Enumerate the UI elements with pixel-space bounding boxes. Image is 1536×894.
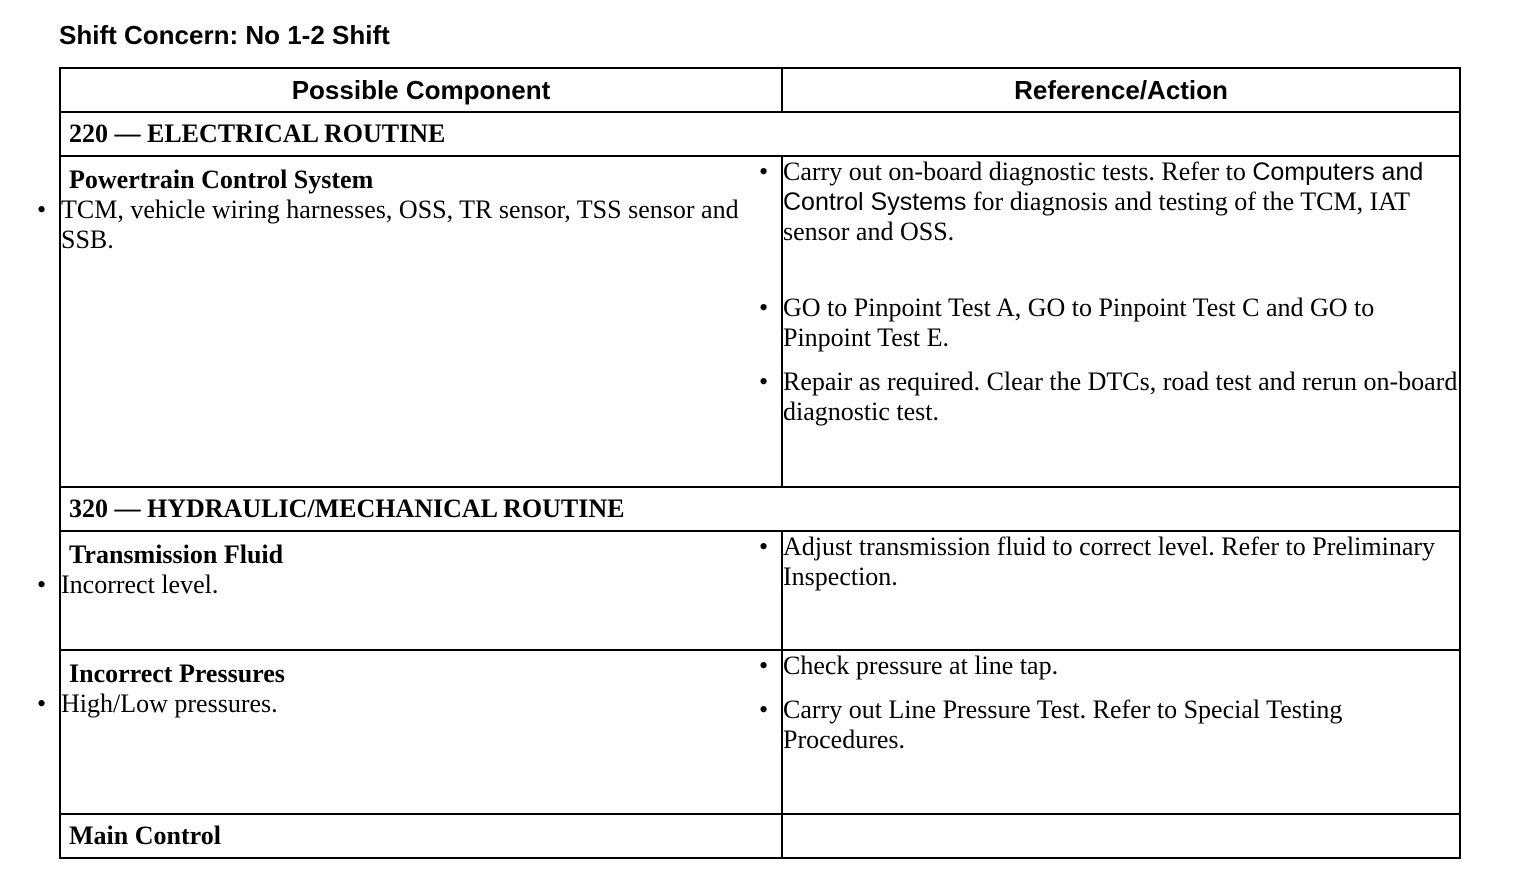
component-name: Powertrain Control System (69, 165, 374, 194)
table-row (60, 650, 1460, 814)
list-item: • TCM, vehicle wiring harnesses, OSS, TR sensor, TSS sensor and SSB. (61, 195, 781, 255)
action-text: for diagnosis and testing of the TCM, IAT sensor and OSS. (783, 187, 1410, 246)
component-name: Incorrect Pressures (69, 659, 285, 688)
list-item: • Carry out Line Pressure Test. Refer to Special Testing Procedures. (783, 695, 1459, 755)
action-cell (782, 156, 1460, 487)
component-name: Main Control (69, 821, 221, 850)
routine-220-heading: 220 — ELECTRICAL ROUTINE (60, 112, 1460, 156)
action-cell (782, 814, 1460, 858)
component-cell (60, 156, 782, 487)
reference-link[interactable]: Computers and Control Systems (783, 158, 1424, 216)
diagnosis-table (59, 67, 1461, 859)
component-cell (60, 814, 782, 858)
list-item (783, 157, 1459, 247)
component-cell (60, 531, 782, 650)
cause-list (61, 689, 781, 719)
column-header-component: Possible Component (60, 68, 782, 112)
column-header-action: Reference/Action (782, 68, 1460, 112)
routine-row (60, 487, 1460, 531)
list-item: • High/Low pressures. (61, 689, 781, 719)
list-item: • GO to Pinpoint Test A, GO to Pinpoint Test C and GO to Pinpoint Test E. (783, 293, 1459, 353)
table-row (60, 156, 1460, 487)
component-name: Transmission Fluid (69, 540, 284, 569)
list-item: • Check pressure at line tap. (783, 651, 1459, 681)
action-list (783, 532, 1459, 592)
routine-row (60, 112, 1460, 156)
cause-list (61, 195, 781, 255)
list-item: • Incorrect level. (61, 570, 781, 600)
component-cell (60, 650, 782, 814)
action-cell (782, 531, 1460, 650)
action-text: Carry out on-board diagnostic tests. Refer to (783, 157, 1253, 186)
table-row (60, 814, 1460, 858)
table-row (60, 531, 1460, 650)
routine-320-heading: 320 — HYDRAULIC/MECHANICAL ROUTINE (60, 487, 1460, 531)
cause-list (61, 570, 781, 600)
action-list (783, 157, 1459, 427)
list-item: • Adjust transmission fluid to correct level. Refer to Preliminary Inspection. (783, 532, 1459, 592)
action-cell (782, 650, 1460, 814)
list-item: • Repair as required. Clear the DTCs, road test and rerun on-board diagnostic test. (783, 367, 1459, 427)
action-list (783, 651, 1459, 755)
page-title: Shift Concern: No 1-2 Shift (59, 20, 390, 50)
header-row (60, 68, 1460, 112)
